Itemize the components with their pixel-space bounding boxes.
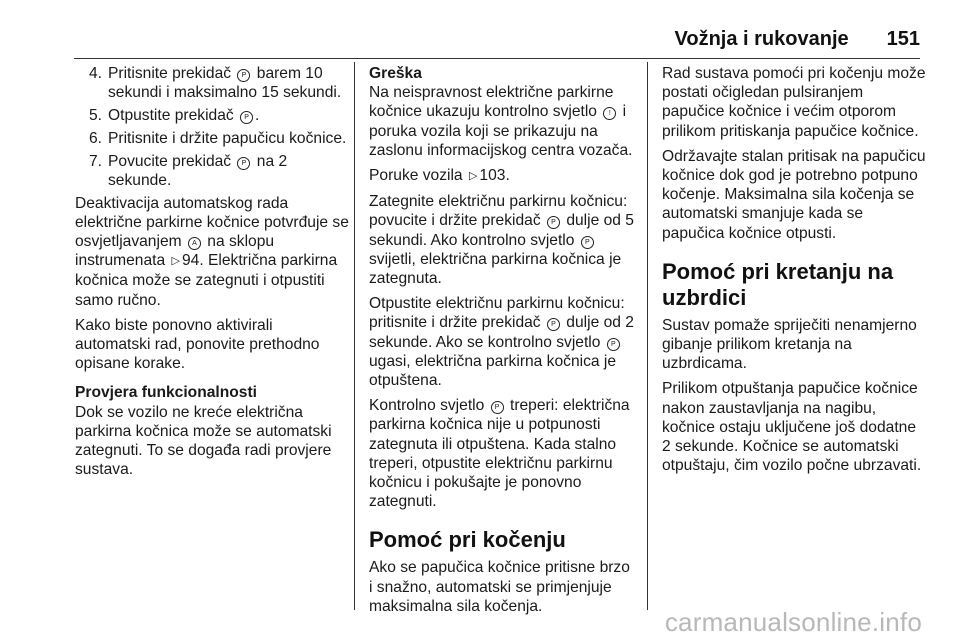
paragraph: Rad sustava pomoći pri kočenju može postati očigledan pulsiranjem papučice kočnice i većim otporom prilikom pritiskanja papučice kočnice. [662, 65, 926, 140]
paragraph: Prilikom otpuštanja papučice kočnice nakon zaustavljanja na nagibu, kočnice ostaju uključene još dodatne 2 sekunde. Kočnice se automatski otpuštaju, čim vozilo počne ubrzavati. [662, 380, 922, 475]
paragraph: Kako biste ponovno aktivirali automatski rad, ponovite prethodno opisane korake. [75, 316, 320, 373]
paragraph: Kontrolno svjetlo P treperi: električna parkirna kočnica nije u potpunosti zategnuta ili otpuštena. Kada stalno treperi, otpustite električnu parkirnu kočnicu i pokušajte je ponovno zategnuti. [369, 397, 630, 511]
step-list [75, 64, 349, 190]
paragraph: Ako se papučica kočnice pritisne brzo i snažno, automatski se primjenjuje maksimalna sila kočenja. [369, 559, 630, 615]
parking-brake-light-icon: P [491, 401, 504, 414]
parking-brake-switch-icon: P [240, 111, 253, 124]
section-heading: Pomoć pri kočenju [369, 527, 566, 553]
column-divider [354, 62, 355, 610]
section-heading: Pomoć pri kretanju na uzbrdici [662, 258, 894, 310]
parking-brake-switch-icon: P [547, 216, 560, 229]
parking-brake-light-icon: P [581, 236, 594, 249]
parking-brake-light-icon: P [607, 338, 620, 351]
paragraph: Održavajte stalan pritisak na papučicu kočnice dok god je potrebno potpuno kočenje. Maksimalna sila kočenja se automatski smanjuje kada se papučica kočnice otpusti. [662, 147, 926, 242]
warning-light-icon: ! [603, 107, 616, 120]
page-header [675, 28, 921, 51]
parking-brake-switch-icon: P [237, 69, 250, 82]
watermark: carmanualsonline.info [664, 607, 922, 637]
paragraph: Na neispravnost električne parkirne kočnice ukazuju kontrolno svjetlo ! i poruka vozila koji se prikazuju na zaslonu informacijskog centra vozača. [369, 84, 633, 159]
paragraph: Sustav pomaže spriječiti nenamjerno gibanje prilikom kretanja na uzbrdicama. [662, 316, 917, 373]
column-left [75, 64, 349, 485]
paragraph: Zategnite električnu parkirnu kočnicu: povucite i držite prekidač P dulje od 5 sekundi. Ako kontrolno svjetlo P svijetli, električna parkirna kočnica je zategnuta. [369, 193, 634, 288]
list-item: 7. Povucite prekidač P na 2 sekunde. [88, 152, 288, 189]
list-item: 4. Pritisnite prekidač P barem 10 sekundi i maksimalno 15 sekundi. [88, 65, 342, 102]
page-reference-arrow-icon: ▷ [171, 255, 180, 268]
chapter-title: Vožnja i rukovanje [674, 28, 849, 50]
paragraph: Dok se vozilo ne kreće električna parkirna kočnica može se automatski zategnuti. To se događa radi provjere sustava. [75, 403, 332, 479]
column-right [662, 64, 926, 481]
subheading: Greška [369, 65, 422, 82]
list-item: 5. Otpustite prekidač P . [88, 107, 260, 124]
column-middle [369, 64, 635, 622]
parking-brake-switch-icon: P [237, 157, 250, 170]
page-number: 151 [886, 28, 920, 50]
page-reference-arrow-icon: ▷ [468, 170, 478, 183]
parking-brake-switch-icon: P [547, 318, 560, 331]
list-item: 6. Pritisnite i držite papučicu kočnice. [88, 129, 347, 147]
paragraph: Otpustite električnu parkirnu kočnicu: pritisnite i držite prekidač P dulje od 2 sekunde. Ako se kontrolno svjetlo P ugasi, električna parkirna kočnica je otpuštena. [369, 295, 634, 390]
subheading: Provjera funkcionalnosti [75, 384, 257, 402]
auto-mode-indicator-icon: A [188, 237, 201, 250]
header-rule [74, 58, 920, 59]
paragraph: Poruke vozila ▷ 103. [369, 167, 510, 185]
column-divider [647, 62, 648, 610]
paragraph: Deaktivacija automatskog rada električne parkirne kočnice potvrđuje se osvjetljavanjem A na sklopu instrumenata ▷ 94. Električna parkirna kočnica može se zategnuti i otpustiti samo ručno. [75, 194, 349, 309]
